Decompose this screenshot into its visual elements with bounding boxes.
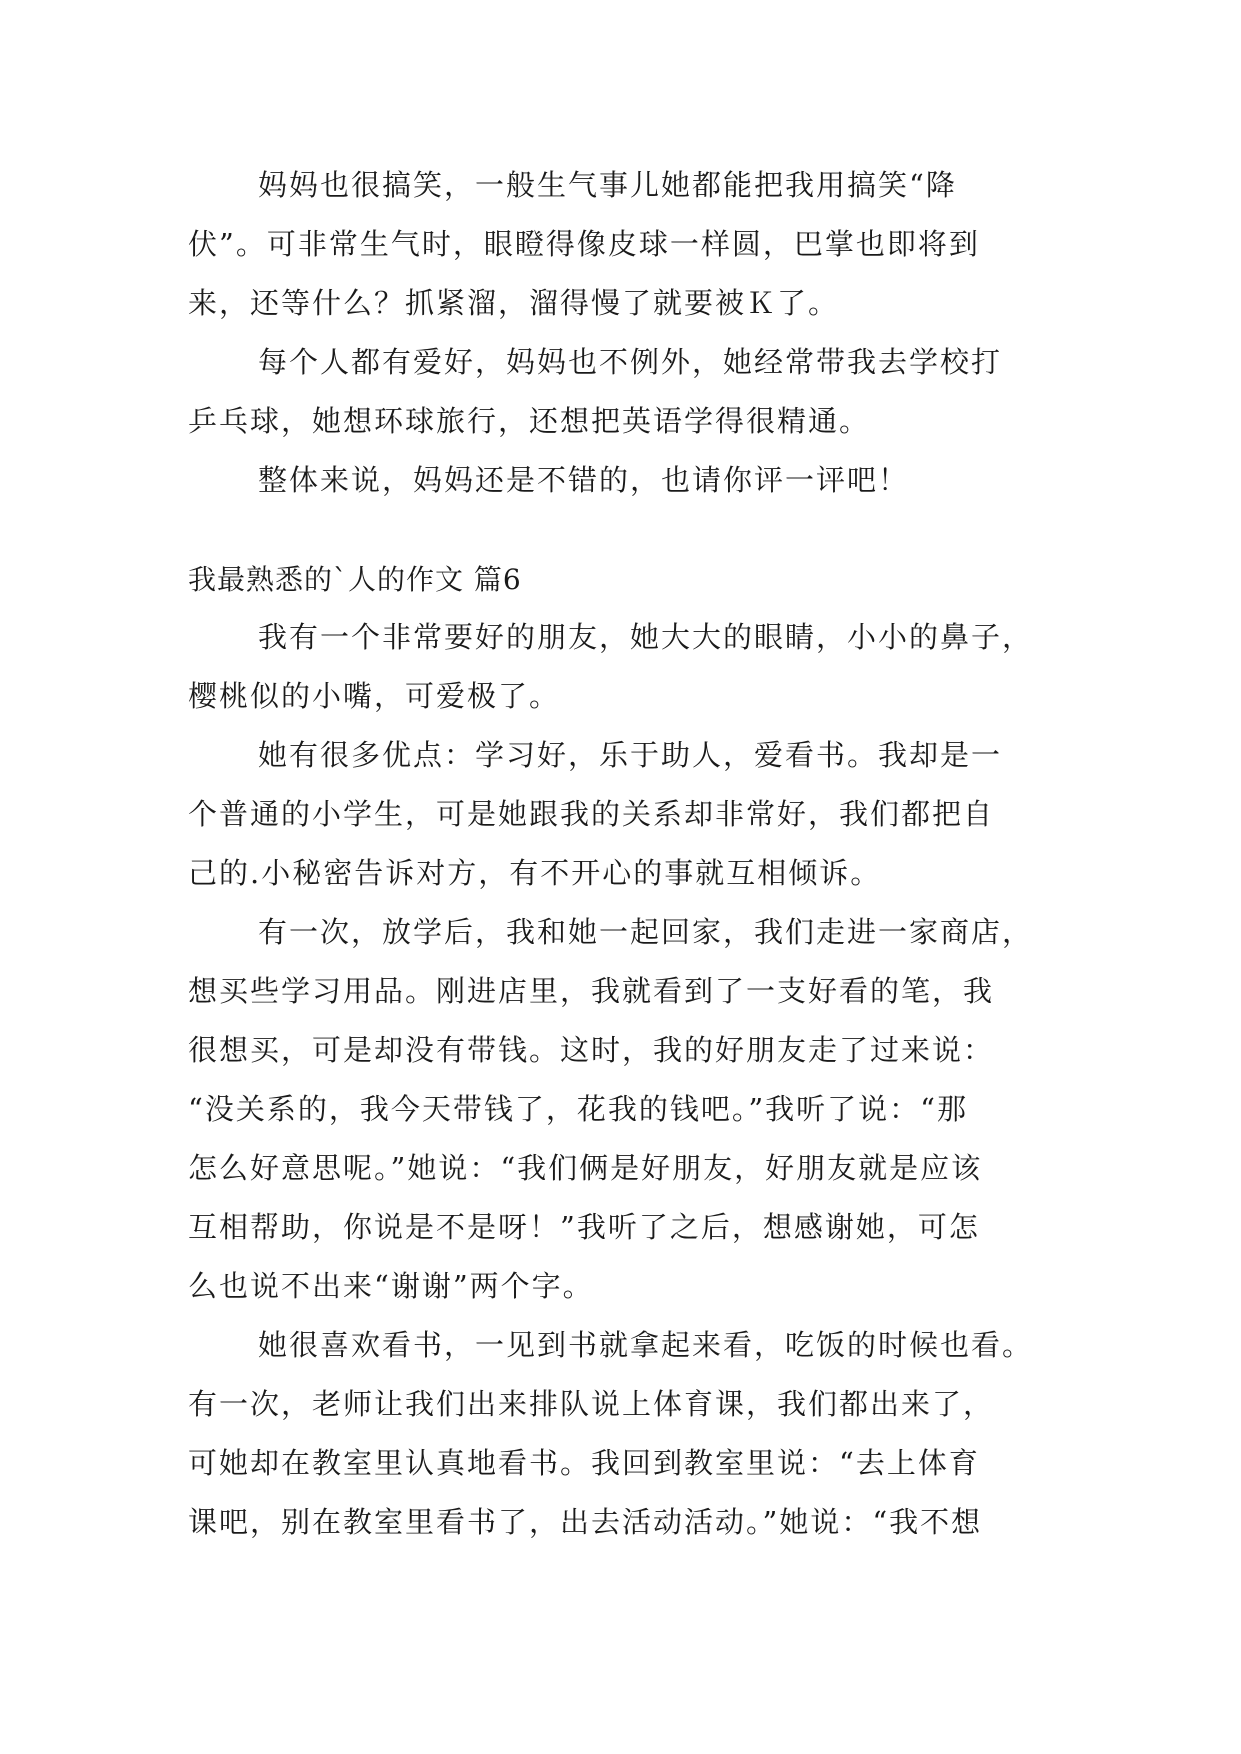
paragraph-line: 整体来说，妈妈还是不错的，也请你评一评吧！ — [258, 463, 910, 497]
paragraph-line: 很想买，可是却没有带钱。这时，我的好朋友走了过来说： — [188, 1033, 995, 1067]
paragraph-line: “没关系的，我今天带钱了，花我的钱吧。”我听了说：“那 — [188, 1092, 968, 1126]
paragraph-line: 可她却在教室里认真地看书。我回到教室里说：“去上体育 — [188, 1446, 980, 1480]
paragraph-line: 每个人都有爱好，妈妈也不例外，她经常带我去学校打 — [258, 345, 1003, 379]
paragraph-line: 个普通的小学生，可是她跟我的关系却非常好，我们都把自 — [188, 797, 995, 831]
paragraph-line: 来，还等什么？抓紧溜，溜得慢了就要被Ｋ了。 — [188, 286, 840, 320]
paragraph-line: 想买些学习用品。刚进店里，我就看到了一支好看的笔，我 — [188, 974, 995, 1008]
paragraph-line: 课吧，别在教室里看书了，出去活动活动。”她说：“我不想 — [188, 1505, 983, 1539]
paragraph-line: 己的.小秘密告诉对方，有不开心的事就互相倾诉。 — [188, 856, 882, 890]
paragraph-line: 我有一个非常要好的朋友，她大大的眼睛，小小的鼻子， — [258, 620, 1034, 654]
paragraph-line: 伏”。可非常生气时，眼瞪得像皮球一样圆，巴掌也即将到 — [188, 227, 980, 261]
paragraph-line: 怎么好意思呢。”她说：“我们俩是好朋友，好朋友就是应该 — [188, 1151, 983, 1185]
paragraph-line: 么也说不出来“谢谢”两个字。 — [188, 1269, 594, 1303]
paragraph-line: 她有很多优点：学习好，乐于助人，爱看书。我却是一 — [258, 738, 1003, 772]
paragraph-line: 樱桃似的小嘴，可爱极了。 — [188, 679, 561, 713]
paragraph-line: 有一次，放学后，我和她一起回家，我们走进一家商店， — [258, 915, 1034, 949]
paragraph-line: 有一次，老师让我们出来排队说上体育课，我们都出来了， — [188, 1387, 995, 1421]
paragraph-line: 乒乓球，她想环球旅行，还想把英语学得很精通。 — [188, 404, 871, 438]
paragraph-line: 妈妈也很搞笑，一般生气事儿她都能把我用搞笑“降 — [258, 168, 957, 202]
paragraph-line: 她很喜欢看书，一见到书就拿起来看，吃饭的时候也看。 — [258, 1328, 1034, 1362]
paragraph-line: 互相帮助，你说是不是呀！”我听了之后，想感谢她，可怎 — [188, 1210, 980, 1244]
section-heading: 我最熟悉的`人的作文 篇6 — [188, 563, 522, 596]
